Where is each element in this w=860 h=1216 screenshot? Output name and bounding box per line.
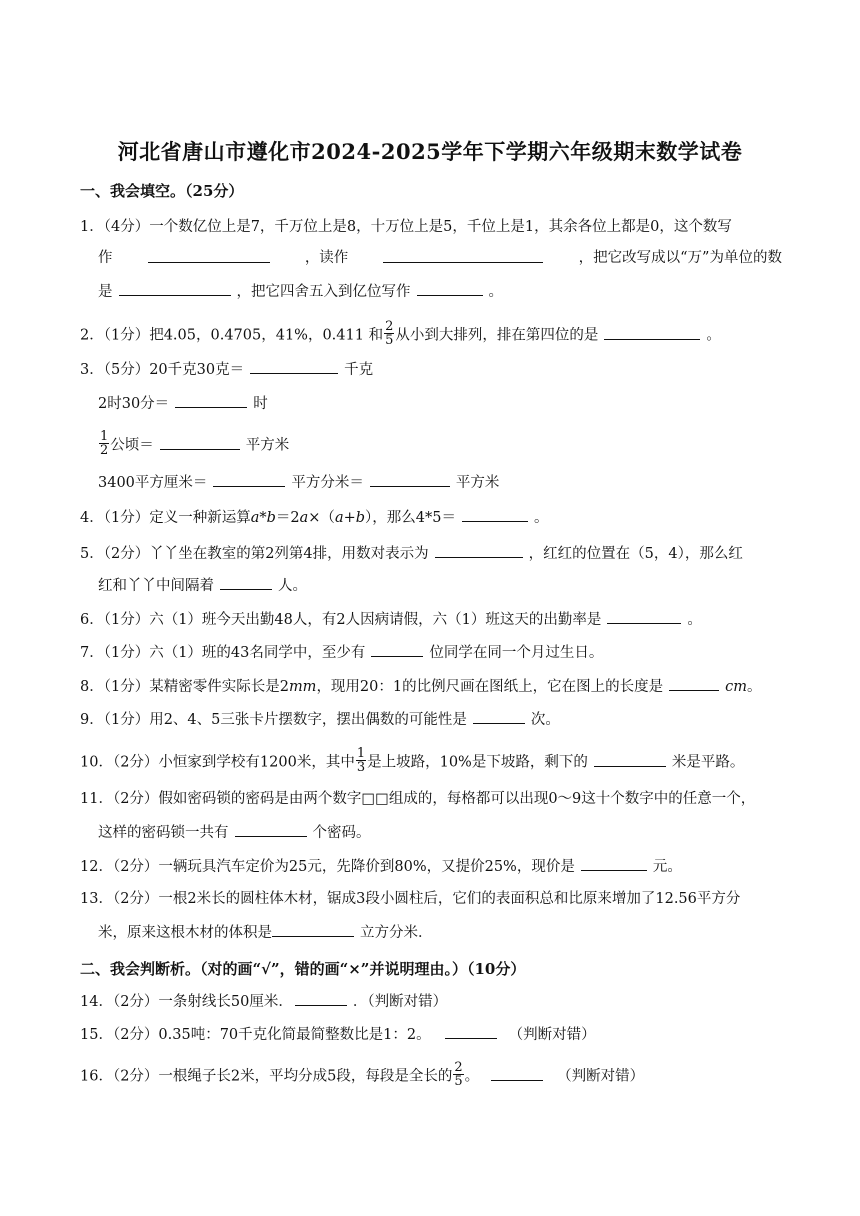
question-1-text: ，把它四舍五入到亿位写作: [236, 284, 411, 300]
section-heading-judgement: 二、我会判断析。（对的画“√”，错的画“×”并说明理由。）（10分）: [80, 960, 526, 978]
question-8-unit: cm: [725, 679, 747, 695]
question-3-unit: 千克: [344, 362, 374, 378]
page-title: 河北省唐山市遵化市2024-2025学年下学期六年级期末数学试卷: [117, 139, 743, 164]
answer-blank-2[interactable]: [604, 325, 700, 340]
question-1-text: 。: [488, 284, 503, 300]
question-3-text: 2时30分＝: [98, 396, 170, 412]
question-16-text: 16．（2分）一根绳子长2米，平均分成5段，每段是全长的: [80, 1068, 453, 1085]
question-12-text: 12．（2分）一辆玩具汽车定价为25元，先降价到80%，又提价25%，现价是: [80, 859, 575, 875]
question-5-text: 红和丫丫中间隔着: [98, 578, 214, 594]
question-15-text: 15．（2分）0.35吨：70千克化简最简整数比是1：2。: [80, 1027, 431, 1043]
question-7-text: 7．（1分）六（1）班的43名同学中，至少有: [80, 645, 366, 661]
answer-blank-8[interactable]: [669, 676, 719, 691]
question-3-text: 3．（5分）20千克30克＝: [80, 362, 245, 378]
question-15-text: （判断对错）: [508, 1027, 596, 1043]
answer-blank-9[interactable]: [473, 709, 525, 724]
question-2-text: 2．（1分）把4.05，0.4705，41%，0.411 和: [80, 327, 384, 344]
fraction-numerator: 1: [356, 746, 366, 761]
question-14-text: ．（判断对错）: [352, 994, 448, 1010]
question-3-unit: 平方米: [455, 475, 500, 491]
question-12: [80, 856, 682, 877]
answer-blank-1d[interactable]: [417, 281, 483, 296]
question-4-text: ＝2: [275, 510, 300, 526]
question-16-text: （判断对错）: [557, 1068, 645, 1085]
fraction: [356, 747, 366, 774]
fraction-denominator: 3: [356, 760, 366, 775]
question-4-text: 4．（1分）定义一种新运算: [80, 510, 251, 526]
question-9: [80, 709, 560, 730]
fraction-denominator: 2: [100, 443, 109, 458]
question-3-unit: 平方米: [245, 437, 290, 454]
question-3-unit: 时: [253, 396, 268, 412]
question-1-text: 是: [98, 284, 113, 300]
question-3-text: 公顷＝: [110, 437, 154, 454]
question-9-text: 9．（1分）用2、4、5三张卡片摆数字，摆出偶数的可能性是: [80, 712, 467, 728]
question-7: [80, 642, 603, 663]
question-15: [80, 1024, 596, 1045]
question-11-line-1: 11．（2分）假如密码锁的密码是由两个数字□□组成的，每格都可以出现0～9这十个数字中的任意一个，: [80, 791, 756, 807]
question-8: [80, 676, 762, 697]
question-6-text: 6．（1分）六（1）班今天出勤48人，有2人因病请假，六（1）班这天的出勤率是: [80, 612, 602, 628]
answer-blank-10[interactable]: [594, 752, 666, 767]
question-5-text: 5．（2分）丫丫坐在教室的第2列第4排，用数对表示为: [80, 546, 429, 562]
question-4-text: ），那么4*5＝: [365, 510, 456, 526]
question-3-line-3: [98, 429, 290, 459]
answer-blank-3b[interactable]: [175, 393, 247, 408]
fraction-denominator: 5: [385, 333, 394, 348]
answer-blank-15[interactable]: [445, 1024, 497, 1039]
question-4-text: ×（: [308, 510, 335, 526]
question-1-line-3: [98, 281, 503, 302]
question-2: [80, 319, 721, 349]
question-3-line-1: [80, 359, 373, 380]
question-13-line-2: [98, 922, 433, 943]
question-11-text: 个密码。: [312, 825, 371, 841]
question-3-text: 3400平方厘米＝: [98, 475, 208, 491]
question-1-text: ，把它改写成以“万”为单位的数: [578, 250, 782, 266]
question-10-text: 米是平路。: [671, 754, 745, 771]
question-6-text: 。: [687, 612, 702, 628]
question-2-text: 。: [706, 327, 721, 344]
question-10-text: 10．（2分）小恒家到学校有1200米，其中: [80, 754, 355, 771]
question-14-text: 14．（2分）一条射线长50厘米．: [80, 994, 293, 1010]
fraction-numerator: 2: [454, 1060, 463, 1075]
question-1-text: 作: [98, 250, 113, 266]
question-6: [80, 609, 702, 630]
question-10: [80, 746, 745, 776]
fraction-numerator: 2: [385, 319, 394, 334]
question-4-text: 。: [534, 510, 549, 526]
question-1-line-2: [98, 248, 782, 268]
fraction-denominator: 5: [454, 1074, 463, 1089]
question-3-text: 平方分米＝: [291, 475, 364, 491]
answer-blank-16[interactable]: [491, 1066, 543, 1081]
answer-blank-3e[interactable]: [370, 472, 450, 487]
question-12-text: 元。: [652, 859, 682, 875]
question-4-variable: b: [355, 510, 366, 526]
question-14: [80, 991, 447, 1012]
fraction-numerator: 1: [100, 429, 109, 444]
question-3-line-2: [98, 393, 268, 414]
answer-blank-6[interactable]: [607, 609, 681, 624]
answer-blank-7[interactable]: [371, 642, 423, 657]
section-heading-fill-in: 一、我会填空。（25分）: [80, 182, 244, 200]
question-13-text: 立方分米．: [360, 925, 433, 941]
question-4: [80, 507, 549, 528]
answer-blank-14[interactable]: [295, 991, 347, 1006]
question-8-text: 8．（1分）某精密零件实际长是2: [80, 679, 289, 695]
question-5-line-2: [98, 575, 307, 596]
question-8-text: 。: [747, 679, 762, 695]
question-7-text: 位同学在同一个月过生日。: [429, 645, 604, 661]
question-16-text: 。: [464, 1068, 480, 1085]
answer-blank-3c[interactable]: [160, 435, 240, 450]
fraction: [99, 430, 109, 457]
answer-blank-1c[interactable]: [119, 281, 231, 296]
question-11-text: 这样的密码锁一共有: [98, 825, 229, 841]
answer-blank-11[interactable]: [235, 822, 307, 837]
question-5-text: ，红红的位置在（5，4），那么红: [528, 546, 743, 562]
answer-blank-5b[interactable]: [220, 575, 272, 590]
answer-blank-3a[interactable]: [250, 359, 338, 374]
question-11-line-2: [98, 822, 371, 843]
question-13-text: 米，原来这根木材的体积是: [98, 925, 272, 941]
question-1-text: ，读作: [304, 250, 349, 266]
answer-blank-3d[interactable]: [213, 472, 285, 487]
question-8-text: ，现用20：1的比例尺画在图纸上，它在图上的长度是: [316, 679, 664, 695]
answer-blank-1a[interactable]: [148, 248, 270, 263]
question-13-line-1: 13．（2分）一根2米长的圆柱体木材，锯成3段小圆柱后，它们的表面积总和比原来增加了12.56平方分: [80, 891, 741, 907]
question-4-expression: a*b: [250, 510, 276, 526]
question-4-variable: a: [334, 510, 344, 526]
question-10-text: 是上坡路，10%是下坡路，剩下的: [367, 754, 588, 771]
question-1-line-1: 1．（4分）一个数亿位上是7，千万位上是8，十万位上是5，千位上是1，其余各位上都是0，这个数写: [80, 219, 732, 235]
question-16: [80, 1060, 645, 1090]
answer-blank-4[interactable]: [462, 507, 528, 522]
question-4-text: +: [343, 510, 356, 526]
question-9-text: 次。: [530, 712, 560, 728]
answer-blank-5a[interactable]: [435, 543, 523, 558]
question-4-variable: a: [299, 510, 309, 526]
answer-blank-1b[interactable]: [383, 248, 543, 263]
fraction: [384, 320, 394, 347]
question-5-line-1: [80, 543, 743, 564]
question-3-line-4: [98, 472, 499, 493]
question-5-text: 人。: [278, 578, 307, 594]
question-2-text: 从小到大排列，排在第四位的是: [395, 327, 599, 344]
fraction: [453, 1061, 463, 1088]
answer-blank-13[interactable]: [272, 922, 354, 937]
answer-blank-12[interactable]: [581, 856, 647, 871]
question-8-unit: mm: [288, 679, 317, 695]
